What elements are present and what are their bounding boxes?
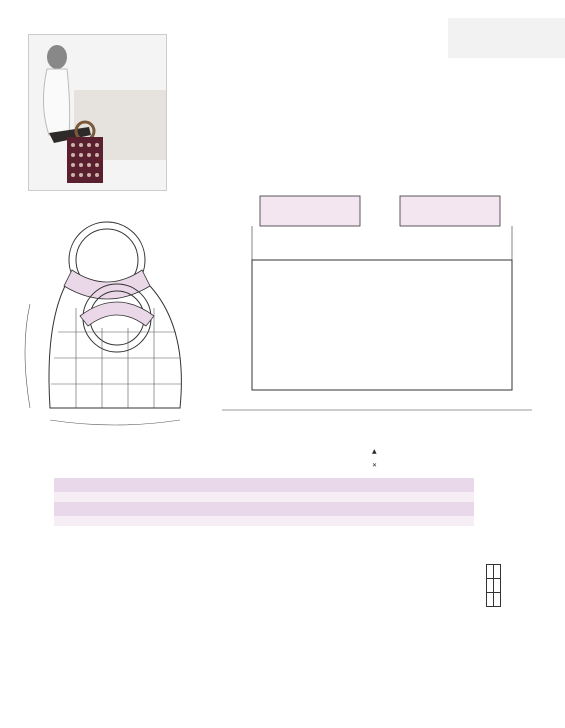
motif-number-layer <box>48 530 480 700</box>
table-row <box>487 593 501 607</box>
table-cell <box>487 565 494 579</box>
table-row <box>487 565 501 579</box>
table-cell <box>487 579 494 593</box>
motif-grid <box>252 260 512 390</box>
single-crochet-band <box>40 472 480 534</box>
product-photo <box>28 34 167 191</box>
table-cell <box>494 593 501 607</box>
color-table <box>486 564 501 607</box>
table-row <box>487 579 501 593</box>
legend-cut: ✕ <box>372 462 378 469</box>
legend-attach: ▲ <box>372 448 377 455</box>
table-cell <box>494 565 501 579</box>
bag-sketch <box>20 208 205 438</box>
corner-decoration <box>448 18 565 58</box>
table-cell <box>487 593 494 607</box>
table-cell <box>494 579 501 593</box>
